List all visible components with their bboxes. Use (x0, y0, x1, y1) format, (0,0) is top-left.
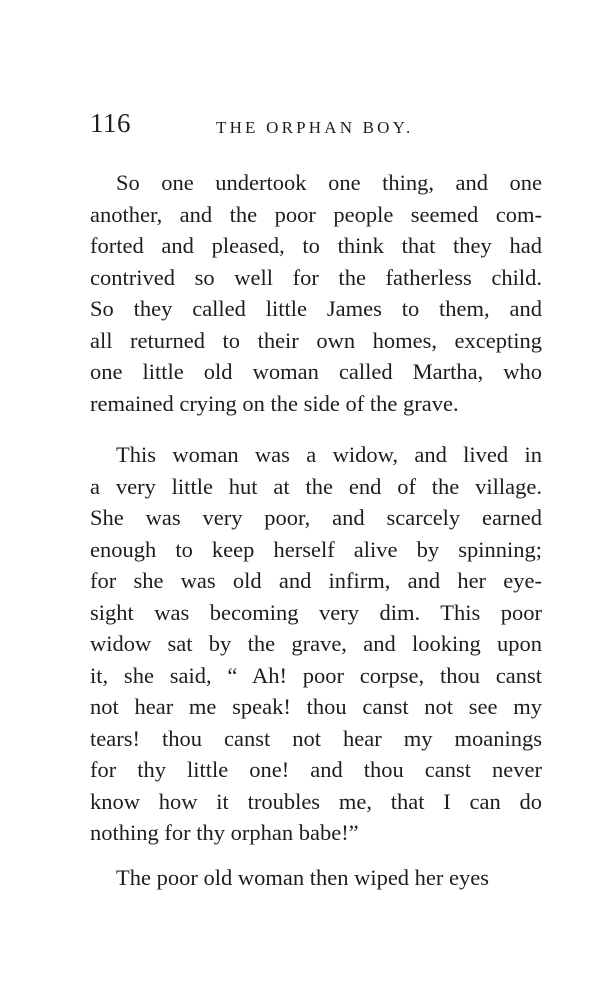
running-head (90, 108, 550, 148)
text-line: for she was old and infirm, and her eye- (90, 568, 542, 593)
text-line: enough to keep herself alive by spinning; (90, 536, 542, 562)
text-line: The poor old woman then wiped her eyes (116, 865, 490, 890)
text-line: So one undertook one thing, and one (116, 170, 542, 195)
text-line: nothing for thy orphan babe!” (90, 820, 359, 845)
page-number: 116 (90, 108, 131, 138)
text-line: forted and pleased, to think that they had (90, 233, 542, 258)
text-line: sight was becoming very dim. This poor (90, 599, 542, 625)
text-line: remained crying on the side of the grave. (90, 390, 459, 416)
text-line: all returned to their own homes, excepting (90, 327, 542, 353)
paragraph-3 (90, 862, 542, 894)
text-line: one little old woman called Martha, who (90, 359, 542, 384)
text-line: contrived so well for the fatherless child. (90, 264, 542, 290)
text-line: She was very poor, and scarcely earned (90, 505, 542, 530)
running-title: THE ORPHAN BOY. (216, 118, 414, 137)
text-line: tears! thou canst not hear my moanings (90, 725, 542, 751)
text-line: it, she said, “ Ah! poor corpse, thou canst (90, 662, 542, 688)
text-line: another, and the poor people seemed com- (90, 201, 542, 227)
text-line: not hear me speak! thou canst not see my (90, 694, 542, 719)
text-line: widow sat by the grave, and looking upon (90, 631, 542, 656)
text-line: a very little hut at the end of the village. (90, 473, 542, 499)
paragraph-2 (90, 439, 542, 849)
text-line: know how it troubles me, that I can do (90, 788, 542, 814)
text-line: for thy little one! and thou canst never (90, 757, 542, 782)
text-line: This woman was a widow, and lived in (116, 442, 542, 467)
text-line: So they called little James to them, and (90, 296, 542, 321)
paragraph-1 (90, 167, 542, 419)
